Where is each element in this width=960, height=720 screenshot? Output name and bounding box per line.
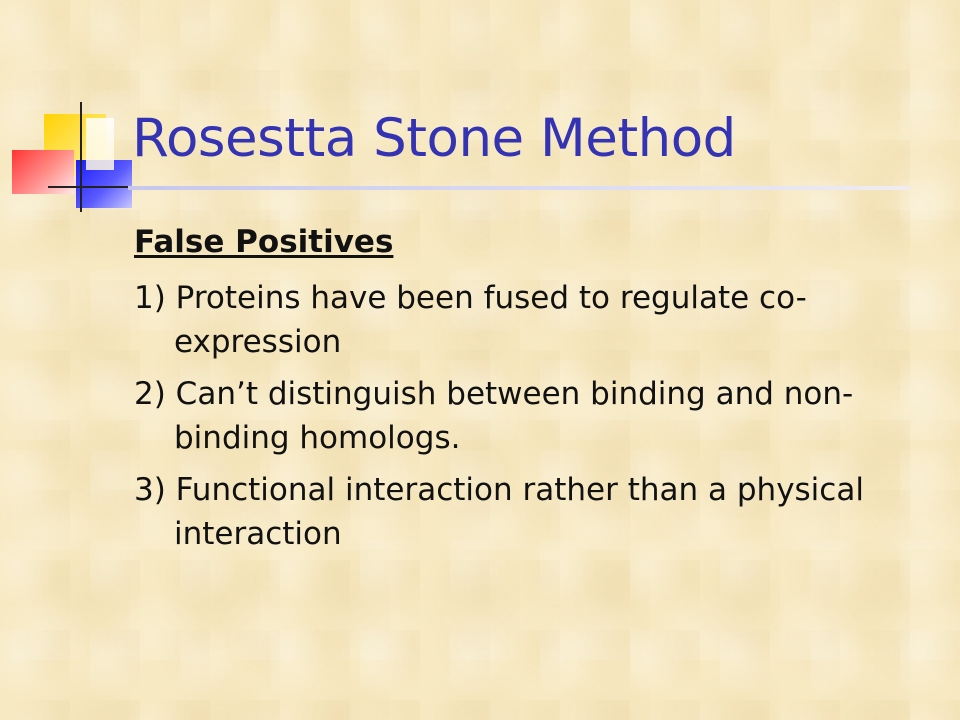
section-heading: False Positives [134,224,394,260]
list-item: 3) Functional interaction rather than a physical interaction [134,472,864,552]
slide-body [134,222,924,564]
decorative-logo [0,0,140,220]
white-highlight-shape [86,118,114,170]
title-divider [128,186,910,190]
horizontal-line [48,186,128,188]
vertical-line [80,102,82,212]
slide-title: Rosestta Stone Method [132,108,736,169]
list-item: 1) Proteins have been fused to regulate co-expression [134,280,807,360]
list-item: 2) Can’t distinguish between binding and non-binding homologs. [134,376,854,456]
